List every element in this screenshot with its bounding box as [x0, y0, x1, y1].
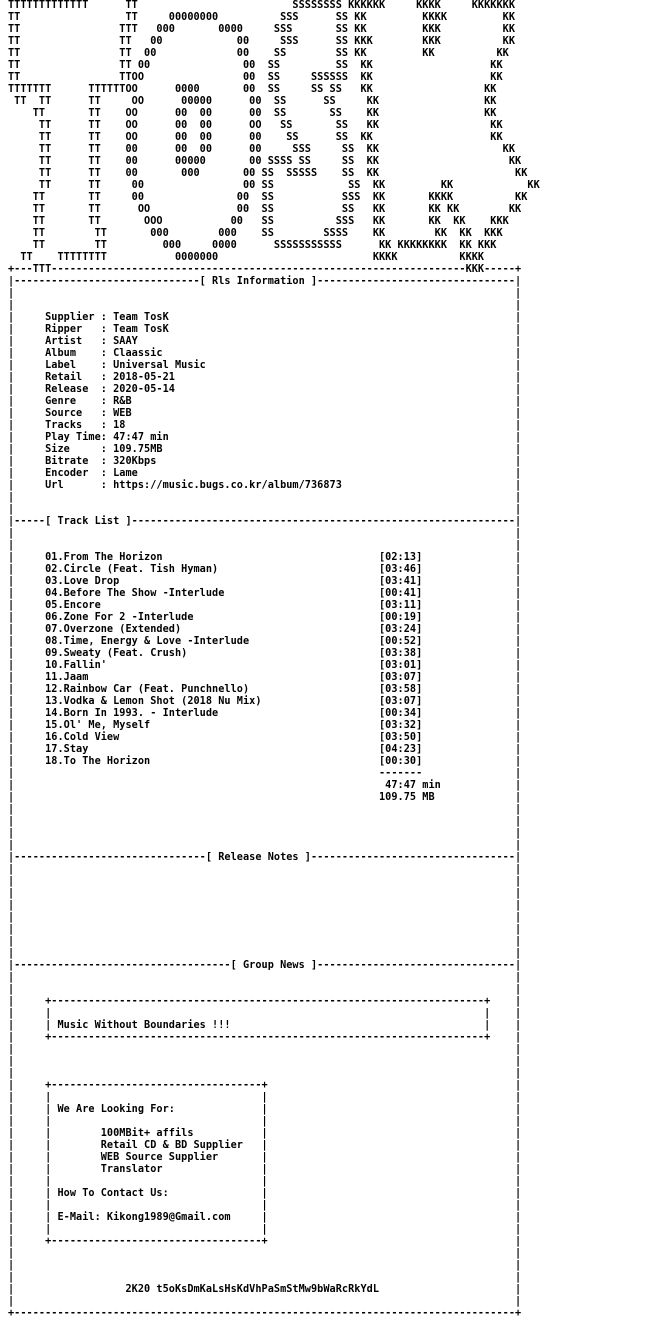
section-rls-information: |------------------------------[ Rls Information ]--------------------------------| — [8, 276, 522, 287]
nfo-line: | | — [8, 984, 522, 995]
nfo-line: | | — [8, 1056, 522, 1067]
nfo-line: | | — [8, 1260, 522, 1271]
nfo-line: | | | | — [8, 1116, 522, 1127]
section-group-news: |-----------------------------------[ Group News ]--------------------------------| — [8, 960, 522, 971]
wanted-item: | | 100MBit+ affils | | — [8, 1128, 522, 1139]
track-row: | 15.Ol' Me, Myself [03:32] | — [8, 720, 522, 731]
logo-line: TT TT OOO 00 SS SSS KK KK KK KKK — [32, 216, 509, 227]
track-row: | 07.Overzone (Extended) [03:24] | — [8, 624, 522, 635]
nfo-line: | | — [8, 972, 522, 983]
info-field: | Bitrate : 320Kbps | — [8, 456, 522, 467]
nfo-line: | | | | — [8, 1200, 522, 1211]
nfo-line: | | — [8, 1068, 522, 1079]
logo-line: TT TTTTTTTT 0000000 KKKK KKKK — [20, 252, 485, 263]
nfo-line: | | — [8, 948, 522, 959]
nfo-line: | | — [8, 1296, 522, 1307]
wanted-item: | | Translator | | — [8, 1164, 522, 1175]
track-row: | 11.Jaam [03:07] | — [8, 672, 522, 683]
contact-email: | | E-Mail: Kikong1989@Gmail.com | | — [8, 1212, 522, 1223]
info-field: | Ripper : Team TosK | — [8, 324, 522, 335]
nfo-line: | | — [8, 1248, 522, 1259]
info-field: | Artist : SAAY | — [8, 336, 522, 347]
info-field: | Play Time: 47:47 min | — [8, 432, 522, 443]
contact-box: | +----------------------------------+ | — [8, 1080, 522, 1091]
contact-label: | | How To Contact Us: | | — [8, 1188, 522, 1199]
totals-separator: | ------- | — [8, 768, 522, 779]
nfo-line: | | — [8, 936, 522, 947]
logo-line: TTTTTTT TTTTTTOO 0000 00 SS SS SS KK KK — [8, 84, 497, 95]
track-row: | 04.Before The Show -Interlude [00:41] | — [8, 588, 522, 599]
nfo-line: | | — [8, 840, 522, 851]
logo-line: TT TT 00 00 SS SS KK KK — [8, 60, 503, 71]
nfo-line: | | — [8, 888, 522, 899]
nfo-line: | | — [8, 876, 522, 887]
nfo-line: | | | | — [8, 1224, 522, 1235]
info-field: | Album : Claassic | — [8, 348, 522, 359]
logo-line: TT TT 00000000 SSS SS KK KKKK KK — [8, 12, 516, 23]
track-row: | 14.Born In 1993. - Interlude [00:34] | — [8, 708, 522, 719]
track-row: | 06.Zone For 2 -Interlude [00:19] | — [8, 612, 522, 623]
nfo-line: | | | | — [8, 1176, 522, 1187]
logo-line: TT TT TT OO 00000 00 SS SS KK KK — [14, 96, 497, 107]
nfo-line: | | — [8, 864, 522, 875]
track-row: | 05.Encore [03:11] | — [8, 600, 522, 611]
logo-line: TT TTT 000 0000 SSS SS KK KKK KK — [8, 24, 516, 35]
info-field: | Url : https://music.bugs.co.kr/album/736873 | — [8, 480, 522, 491]
track-row: | 02.Circle (Feat. Tish Hyman) [03:46] | — [8, 564, 522, 575]
info-field: | Release : 2020-05-14 | — [8, 384, 522, 395]
logo-line: TT TTOO 00 SS SSSSSS KK KK — [8, 72, 503, 83]
track-row: | 09.Sweaty (Feat. Crush) [03:38] | — [8, 648, 522, 659]
nfo-line: | +----------------------------------+ | — [8, 1236, 522, 1247]
motto: | | Music Without Boundaries !!! | | — [8, 1020, 522, 1031]
info-field: | Retail : 2018-05-21 | — [8, 372, 522, 383]
logo-line: TT TT OO 00 00 OO SS SS KK KK — [38, 120, 503, 131]
nfo-line: | | — [8, 804, 522, 815]
info-field: | Label : Universal Music | — [8, 360, 522, 371]
nfo-line: | | — [8, 288, 522, 299]
track-row: | 01.From The Horizon [02:13] | — [8, 552, 522, 563]
logo-line: TT TT 00 00 SS SS KK KK KK — [38, 180, 540, 191]
nfo-line: | | — [8, 912, 522, 923]
logo-line: TT TT 00 00000 00 SSSS SS SS KK KK — [38, 156, 522, 167]
nfo-line: | | | | — [8, 1092, 522, 1103]
nfo-line: | | — [8, 900, 522, 911]
track-row: | 17.Stay [04:23] | — [8, 744, 522, 755]
nfo-line: | | — [8, 1044, 522, 1055]
nfo-line: | | — [8, 300, 522, 311]
info-field: | Size : 109.75MB | — [8, 444, 522, 455]
motto-box: | +----------------------------------------------------------------------+ | — [8, 996, 522, 1007]
track-row: | 10.Fallin' [03:01] | — [8, 660, 522, 671]
logo-line: +---TTT-------------------------------------------------------------------KKK-----+ — [8, 264, 522, 275]
wanted-item: | | WEB Source Supplier | | — [8, 1152, 522, 1163]
bottom-border: +---------------------------------------------------------------------------------+ — [8, 1308, 522, 1319]
nfo-line: | | — [8, 816, 522, 827]
nfo-line: | | — [8, 528, 522, 539]
info-field: | Supplier : Team TosK | — [8, 312, 522, 323]
track-row: | 03.Love Drop [03:41] | — [8, 576, 522, 587]
nfo-line: | | — [8, 828, 522, 839]
total-size: | 109.75 MB | — [8, 792, 522, 803]
logo-line: TT TT 00 00 SSS SS KKK KKK KK — [8, 36, 516, 47]
wanted-item: | | Retail CD & BD Supplier | | — [8, 1140, 522, 1151]
track-row: | 18.To The Horizon [00:30] | — [8, 756, 522, 767]
info-field: | Source : WEB | — [8, 408, 522, 419]
nfo-line: | | | | — [8, 1008, 522, 1019]
footer-tag: | 2K20 t5oKsDmKaLsHsKdVhPaSmStMw9bWaRcRkYdL | — [8, 1284, 522, 1295]
track-row: | 13.Vodka & Lemon Shot (2018 Nu Mix) [03:07] | — [8, 696, 522, 707]
logo-line: TT TT OO 00 SS SS KK KK KK KK — [32, 204, 522, 215]
info-field: | Genre : R&B | — [8, 396, 522, 407]
nfo-line: | | — [8, 540, 522, 551]
logo-line: TT TT 00 00 00 00 SSS SS KK KK — [38, 144, 516, 155]
nfo-line: | | — [8, 504, 522, 515]
logo-line: TT TT 00 00 SS SSS KK KKKK KK — [32, 192, 528, 203]
track-row: | 16.Cold View [03:50] | — [8, 732, 522, 743]
nfo-line: | | — [8, 924, 522, 935]
nfo-line: | +----------------------------------------------------------------------+ | — [8, 1032, 522, 1043]
track-row: | 12.Rainbow Car (Feat. Punchnello) [03:58] | — [8, 684, 522, 695]
logo-line: TT TT 00 000 00 SS SSSSS SS KK KK — [38, 168, 528, 179]
nfo-line: | | — [8, 492, 522, 503]
logo-line: TT TT 000 0000 SSSSSSSSSSS KK KKKKKKKK KK KKK — [32, 240, 497, 251]
section-track-list: |-----[ Track List ]--------------------------------------------------------------| — [8, 516, 522, 527]
section-release-notes: |-------------------------------[ Release Notes ]---------------------------------| — [8, 852, 522, 863]
looking-for-label: | | We Are Looking For: | | — [8, 1104, 522, 1115]
total-time: | 47:47 min | — [8, 780, 522, 791]
nfo-line: | | — [8, 1272, 522, 1283]
logo-line: TT TT 00 00 SS SS KK KK KK — [8, 48, 509, 59]
track-row: | 08.Time, Energy & Love -Interlude [00:52] | — [8, 636, 522, 647]
logo-line: TTTTTTTTTTTTT TT SSSSSSSS KKKKKK KKKK KKKKKKK — [8, 0, 516, 11]
info-field: | Tracks : 18 | — [8, 420, 522, 431]
logo-line: TT TT OO 00 00 00 SS SS KK KK — [38, 132, 503, 143]
info-field: | Encoder : Lame | — [8, 468, 522, 479]
logo-line: TT TT 000 000 SS SSSS KK KK KK KKK — [32, 228, 503, 239]
logo-line: TT TT OO 00 00 00 SS SS KK KK — [32, 108, 497, 119]
